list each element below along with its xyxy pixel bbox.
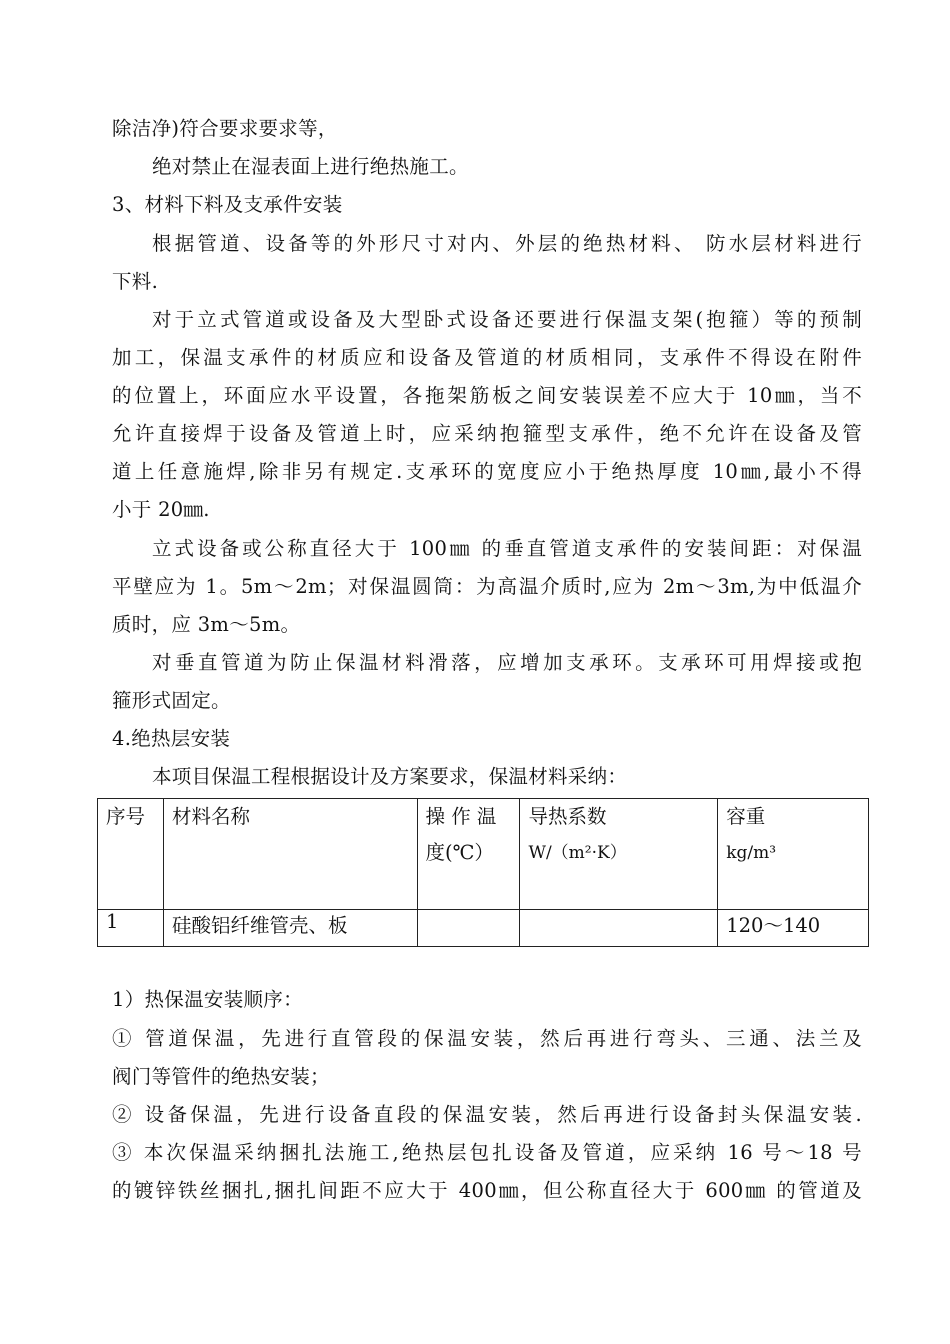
paragraph-line: 除洁净)符合要求要求等，: [112, 117, 338, 140]
table-row: [98, 910, 869, 947]
list-item: ② 设备保温，先进行设备直段的保温安装，然后再进行设备封头保温安装.: [112, 1103, 862, 1126]
paragraph-line: 阀门等管件的绝热安装；: [112, 1065, 330, 1088]
cell-no: 1: [98, 910, 164, 947]
materials-table: [97, 798, 869, 947]
table-header-row: [98, 799, 869, 910]
paragraph-line: 本项目保温工程根据设计及方案要求，保温材料采纳：: [152, 765, 628, 788]
paragraph-line: 箍形式固定。: [112, 689, 231, 712]
header-cell-conductivity: 导热系数 W/（m²·K）: [520, 799, 718, 910]
paragraph-line: 立式设备或公称直径大于 100㎜ 的垂直管道支承件的安装间距：对保温: [152, 537, 862, 560]
paragraph-line: 绝对禁止在湿表面上进行绝热施工。: [152, 155, 469, 178]
cell-temp: [417, 910, 520, 947]
paragraph-line: 质时，应 3m～5m。: [112, 613, 301, 636]
section-heading: 1）热保温安装顺序：: [112, 988, 303, 1011]
paragraph-line: 的位置上，环面应水平设置，各拖架筋板之间安装误差不应大于 10㎜，当不: [112, 384, 862, 407]
paragraph-line: 加工，保温支承件的材质应和设备及管道的材质相同，支承件不得设在附件: [112, 346, 862, 369]
cell-conductivity: [520, 910, 718, 947]
header-cell-density: 容重 kg/m³: [718, 799, 869, 910]
header-cell-temp: 操 作 温 度(℃）: [417, 799, 520, 910]
header-cell-no: 序号: [98, 799, 164, 910]
list-item: ③ 本次保温采纳捆扎法施工,绝热层包扎设备及管道，应采纳 16 号～18 号: [112, 1141, 862, 1164]
paragraph-line: 根据管道、设备等的外形尺寸对内、外层的绝热材料、 防水层材料进行: [152, 232, 862, 255]
paragraph-line: 的镀锌铁丝捆扎,捆扎间距不应大于 400㎜，但公称直径大于 600㎜ 的管道及: [112, 1179, 862, 1202]
paragraph-line: 平壁应为 1。5m～2m；对保温圆筒：为高温介质时,应为 2m～3m,为中低温介: [112, 575, 862, 598]
section-heading: 3、材料下料及支承件安装: [112, 193, 343, 216]
paragraph-line: 允许直接焊于设备及管道上时，应采纳抱箍型支承件，绝不允许在设备及管: [112, 422, 862, 445]
section-heading: 4.绝热层安装: [112, 727, 231, 750]
paragraph-line: 下料.: [112, 270, 159, 293]
paragraph-line: 对于立式管道或设备及大型卧式设备还要进行保温支架(抱箍）等的预制: [152, 308, 862, 331]
paragraph-line: 对垂直管道为防止保温材料滑落，应增加支承环。支承环可用焊接或抱: [152, 651, 862, 674]
cell-density: 120～140: [718, 910, 869, 947]
list-item: ① 管道保温，先进行直管段的保温安装，然后再进行弯头、三通、法兰及: [112, 1027, 862, 1050]
header-cell-name: 材料名称: [163, 799, 417, 910]
paragraph-line: 道上任意施焊,除非另有规定.支承环的宽度应小于绝热厚度 10㎜,最小不得: [112, 460, 862, 483]
cell-material-name: 硅酸铝纤维管壳、板: [163, 910, 417, 947]
paragraph-line: 小于 20㎜.: [112, 498, 210, 521]
